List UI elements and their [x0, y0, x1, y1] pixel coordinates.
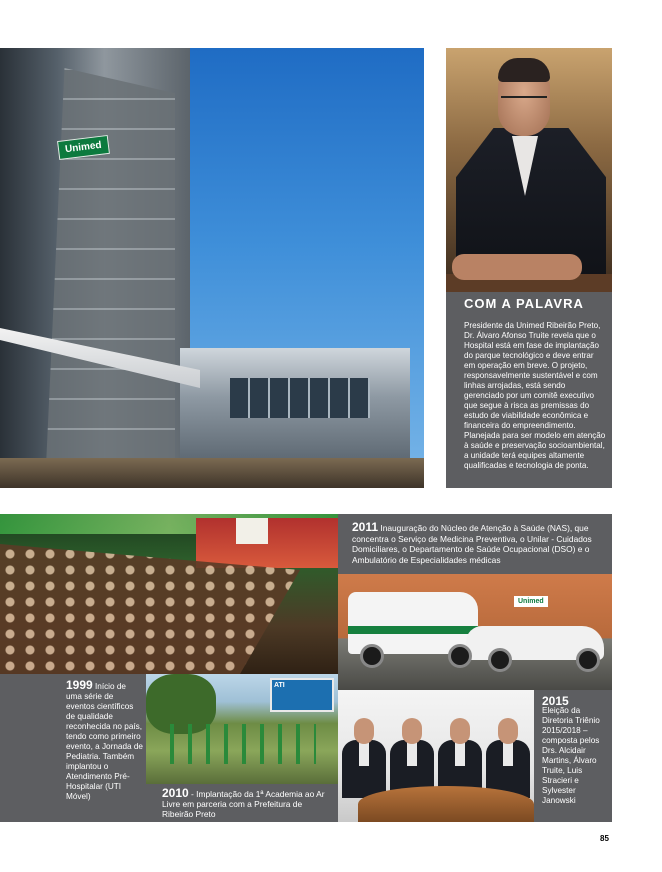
gym-equipment [156, 724, 316, 764]
caption-1999-text: Início de uma série de eventos científicos de qualidade reconhecida no país, tendo como primeiro evento, a Jornada de Pediatria. Também implantou o Atendimento Pré-Hospitalar (UTI Móvel) [66, 682, 143, 801]
caption-2011-text: Inauguração do Núcleo de Atenção à Saúde (NAS), que concentra o Serviço de Medicina Preventiva, o Unilar - Cuidados Domiciliares, o Departamento de Saúde Ocupacional (DSO) e o Ambulatório de Especialidades médicas [352, 523, 592, 565]
auditorium-screen [236, 518, 268, 544]
building-ground [0, 458, 424, 488]
caption-2015-body [542, 696, 610, 806]
unimed-sign: Unimed [57, 135, 110, 160]
page-number: 85 [600, 834, 609, 843]
car-wheel-rear [576, 648, 600, 672]
portrait-hands [452, 254, 582, 280]
auditorium-photo [0, 514, 338, 674]
caption-2010 [146, 784, 338, 822]
caption-2010-text: - Implantação da 1ª Academia ao Ar Livre em parceria com a Prefeitura de Ribeirão Preto [162, 789, 325, 819]
directors-photo [338, 690, 534, 822]
caption-2011-body [352, 522, 608, 565]
director-4 [486, 718, 530, 798]
caption-1999-year: 1999 [66, 678, 93, 692]
portrait-glasses [501, 96, 547, 106]
caption-2015-text: Eleição da Diretoria Triênio 2015/2018 – composta pelos Drs. Alcidair Martins, Álvaro Truite, Luis Stracieri e Sylvester Janowski [542, 706, 600, 805]
directors-table [358, 786, 534, 822]
com-a-palavra-text: Presidente da Unimed Ribeirão Preto, Dr. Álvaro Afonso Truite revela que o Hospital está em fase de implantação do parque tecnológico e deve entrar em operação em breve. O projeto, responsavelmente sustentável e com linhas arrojadas, está sendo gerenciado por um comitê executivo que segue à risca as premissas do estudo de viabilidade econômica e financeira do empreendimento. Planejada para ser modelo em atenção à saúde e preservação socioambiental, a unidade terá equipes altamente qualificadas e tecnologia de ponta. [464, 321, 606, 470]
hospital-building-photo [0, 48, 424, 488]
caption-1999 [0, 674, 146, 822]
gym-sign-text: ATI [274, 682, 285, 689]
com-a-palavra-box [446, 292, 612, 488]
caption-2011-year: 2011 [352, 520, 379, 534]
caption-2010-body [162, 788, 334, 819]
ambulance-stripe [348, 626, 478, 634]
ambulance-building-sign: Unimed [514, 596, 548, 607]
caption-1999-body [66, 680, 144, 802]
director-1 [342, 718, 386, 798]
caption-2015 [534, 690, 612, 822]
van-wheel-rear [448, 644, 472, 668]
van-wheel-front [360, 644, 384, 668]
caption-2010-year: 2010 [162, 786, 189, 800]
ambulance-photo [338, 574, 612, 690]
car-wheel-front [488, 648, 512, 672]
president-portrait-photo [446, 48, 612, 292]
caption-2015-year: 2015 [542, 694, 569, 708]
building-annex-windows [230, 378, 370, 418]
building-tower-face [45, 68, 175, 488]
caption-2011 [338, 514, 612, 574]
outdoor-gym-photo [146, 674, 338, 784]
portrait-hair [498, 58, 550, 82]
com-a-palavra-title: COM A PALAVRA [464, 296, 584, 311]
